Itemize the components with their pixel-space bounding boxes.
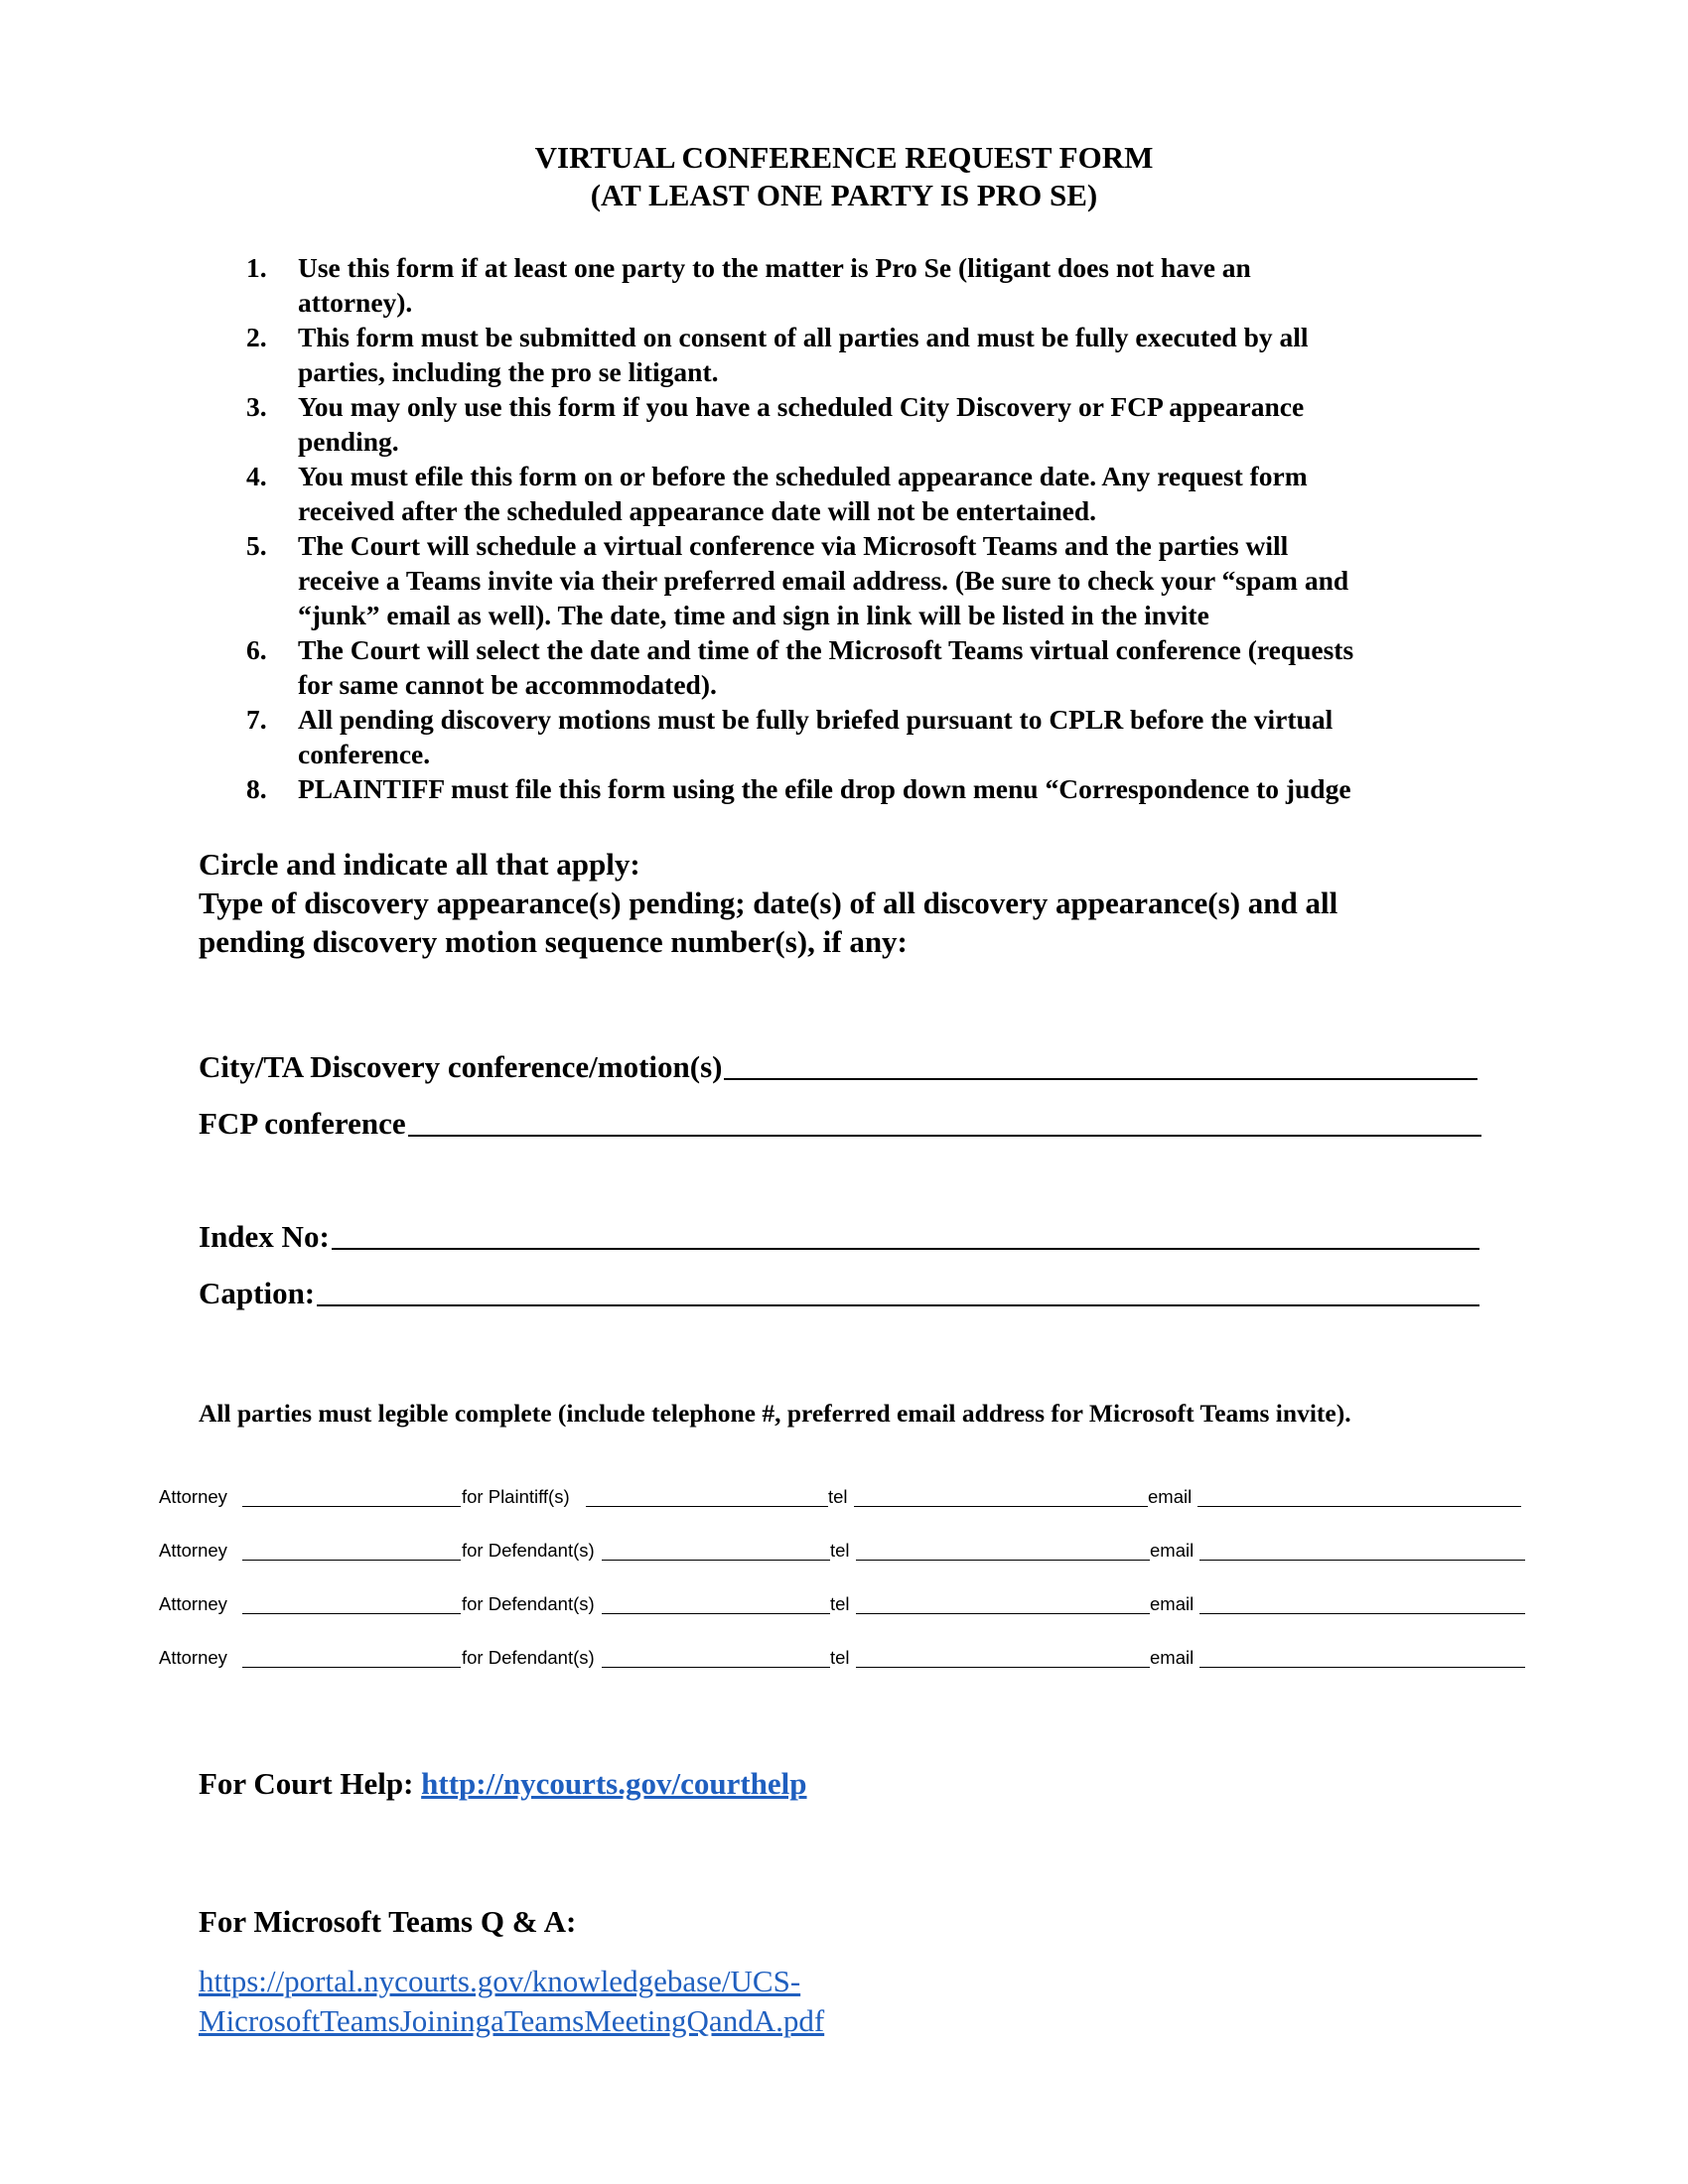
tel-label: tel — [830, 1647, 850, 1668]
attorney-name-line[interactable] — [242, 1506, 461, 1507]
city-ta-field — [199, 1048, 1477, 1086]
tel-label: tel — [830, 1593, 850, 1614]
attorney-row — [159, 1537, 1524, 1565]
caption-input-line[interactable] — [317, 1275, 1479, 1306]
circle-instructions: Circle and indicate all that apply: Type of discovery appearance(s) pending; date(s) of all discovery appearance(s) and all pending discovery motion sequence number(s), if any: — [199, 845, 1529, 961]
fcp-field — [199, 1105, 1481, 1143]
email-label: email — [1148, 1486, 1193, 1507]
city-ta-input-line[interactable] — [724, 1048, 1477, 1080]
email-label: email — [1150, 1593, 1195, 1614]
attorney-label: Attorney — [159, 1647, 227, 1668]
index-no-input-line[interactable] — [332, 1218, 1479, 1250]
attorney-label: Attorney — [159, 1593, 227, 1614]
caption-label: Caption: — [199, 1276, 316, 1310]
tel-line[interactable] — [856, 1560, 1150, 1561]
instruction-item: 7. All pending discovery motions must be fully briefed pursuant to CPLR before the virtual conference. — [246, 704, 1334, 769]
instruction-item: 3. You may only use this form if you have a scheduled City Discovery or FCP appearance pending. — [246, 391, 1305, 457]
party-line[interactable] — [586, 1506, 828, 1507]
teams-qa-heading: For Microsoft Teams Q & A: — [199, 1904, 577, 1939]
tel-line[interactable] — [854, 1506, 1148, 1507]
tel-label: tel — [830, 1540, 850, 1561]
party-line[interactable] — [602, 1560, 830, 1561]
instruction-item: 4. You must efile this form on or before the scheduled appearance date. Any request form received after the scheduled appearance date will not be entertained. — [246, 461, 1308, 526]
instruction-item: 1. Use this form if at least one party to the matter is Pro Se (litigant does not have an attorney). — [246, 252, 1251, 318]
email-line[interactable] — [1199, 1560, 1525, 1561]
court-help-label: For Court Help: — [199, 1766, 422, 1801]
tel-label: tel — [828, 1486, 848, 1507]
instruction-item: 8. PLAINTIFF must file this form using the efile drop down menu “Correspondence to judge — [246, 773, 1351, 804]
caption-field — [199, 1275, 1479, 1312]
attorney-row — [159, 1590, 1524, 1618]
attorney-row — [159, 1644, 1524, 1672]
teams-qa-link[interactable]: https://portal.nycourts.gov/knowledgebase/UCS- MicrosoftTeamsJoiningaTeamsMeetingQandA.pdf — [199, 1964, 825, 2038]
attorney-label: Attorney — [159, 1486, 227, 1507]
for-label: for Defendant(s) — [462, 1593, 595, 1614]
tel-line[interactable] — [856, 1613, 1150, 1614]
for-label: for Defendant(s) — [462, 1540, 595, 1561]
form-subtitle: (AT LEAST ONE PARTY IS PRO SE) — [590, 178, 1098, 212]
attorney-name-line[interactable] — [242, 1560, 461, 1561]
for-label: for Defendant(s) — [462, 1647, 595, 1668]
attorney-name-line[interactable] — [242, 1667, 461, 1668]
party-line[interactable] — [602, 1613, 830, 1614]
email-line[interactable] — [1197, 1506, 1521, 1507]
instruction-item: 5. The Court will schedule a virtual conference via Microsoft Teams and the parties will receive a Teams invite via their preferred email address. (Be sure to check your “spam and “junk” email as well). The date, time and sign in link will be listed in the invite — [246, 530, 1349, 630]
index-no-label: Index No: — [199, 1219, 330, 1254]
court-help — [199, 1765, 807, 1803]
instruction-list — [246, 250, 1487, 806]
court-help-link[interactable]: http://nycourts.gov/courthelp — [421, 1766, 807, 1801]
email-label: email — [1150, 1647, 1195, 1668]
email-line[interactable] — [1199, 1667, 1525, 1668]
attorney-label: Attorney — [159, 1540, 227, 1561]
email-line[interactable] — [1199, 1613, 1525, 1614]
fcp-input-line[interactable] — [408, 1105, 1481, 1137]
attorney-name-line[interactable] — [242, 1613, 461, 1614]
city-ta-label: City/TA Discovery conference/motion(s) — [199, 1049, 723, 1084]
circle-heading: Circle and indicate all that apply: — [199, 847, 640, 882]
fcp-label: FCP conference — [199, 1106, 406, 1141]
parties-note: All parties must legible complete (include telephone #, preferred email address for Microsoft Teams invite). — [199, 1399, 1351, 1428]
form-title: VIRTUAL CONFERENCE REQUEST FORM — [534, 140, 1154, 175]
email-label: email — [1150, 1540, 1195, 1561]
for-label: for Plaintiff(s) — [462, 1486, 570, 1507]
attorney-row — [159, 1483, 1524, 1511]
instruction-item: 2. This form must be submitted on consent of all parties and must be fully executed by all parties, including the pro se litigant. — [246, 322, 1309, 387]
index-no-field — [199, 1218, 1479, 1256]
tel-line[interactable] — [856, 1667, 1150, 1668]
party-line[interactable] — [602, 1667, 830, 1668]
instruction-item: 6. The Court will select the date and time of the Microsoft Teams virtual conference (requests for same cannot be accommodated). — [246, 634, 1354, 700]
